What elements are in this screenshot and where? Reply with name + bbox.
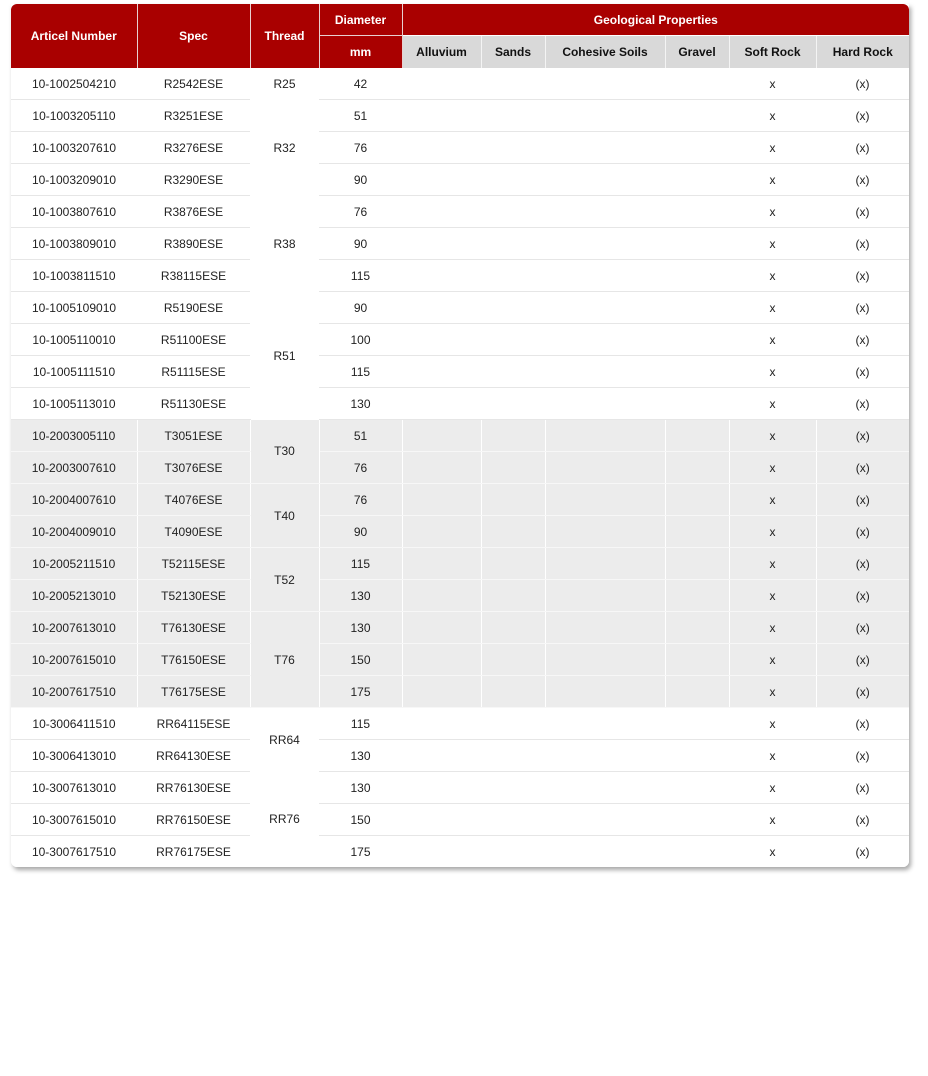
cell-diameter: 90 [319,516,402,548]
cell-sands [481,356,545,388]
cell-thread: RR64 [250,708,319,772]
cell-gravel [665,420,729,452]
cell-soft-rock: x [729,644,816,676]
cell-soft-rock: x [729,580,816,612]
cell-article-number: 10-1002504210 [11,68,137,100]
cell-spec: T4076ESE [137,484,250,516]
cell-diameter: 130 [319,740,402,772]
cell-article-number: 10-1005111510 [11,356,137,388]
cell-article-number: 10-3006411510 [11,708,137,740]
header-soft-rock: Soft Rock [729,36,816,69]
cell-hard-rock: (x) [816,420,909,452]
cell-sands [481,324,545,356]
header-diameter: Diameter [319,4,402,36]
cell-spec: R3876ESE [137,196,250,228]
table-row [11,228,909,260]
cell-alluvium [402,836,481,868]
cell-hard-rock: (x) [816,356,909,388]
cell-cohesive-soils [545,100,665,132]
cell-hard-rock: (x) [816,388,909,420]
table-row [11,740,909,772]
cell-article-number: 10-3007615010 [11,804,137,836]
cell-sands [481,164,545,196]
cell-diameter: 51 [319,420,402,452]
cell-spec: T4090ESE [137,516,250,548]
table-row [11,388,909,420]
cell-sands [481,772,545,804]
cell-soft-rock: x [729,388,816,420]
product-table [11,4,909,867]
cell-alluvium [402,68,481,100]
cell-soft-rock: x [729,228,816,260]
header-cohesive-soils: Cohesive Soils [545,36,665,69]
cell-soft-rock: x [729,164,816,196]
cell-diameter: 76 [319,452,402,484]
cell-diameter: 115 [319,356,402,388]
cell-diameter: 76 [319,484,402,516]
table-row [11,452,909,484]
cell-article-number: 10-2005211510 [11,548,137,580]
cell-article-number: 10-1003205110 [11,100,137,132]
cell-cohesive-soils [545,292,665,324]
cell-diameter: 42 [319,68,402,100]
cell-diameter: 90 [319,292,402,324]
cell-soft-rock: x [729,196,816,228]
cell-cohesive-soils [545,68,665,100]
cell-cohesive-soils [545,388,665,420]
cell-diameter: 175 [319,676,402,708]
product-table-container [11,4,909,867]
cell-cohesive-soils [545,516,665,548]
cell-cohesive-soils [545,612,665,644]
header-sands: Sands [481,36,545,69]
cell-diameter: 115 [319,548,402,580]
cell-cohesive-soils [545,772,665,804]
cell-gravel [665,644,729,676]
cell-alluvium [402,772,481,804]
cell-gravel [665,676,729,708]
cell-hard-rock: (x) [816,324,909,356]
cell-soft-rock: x [729,676,816,708]
cell-hard-rock: (x) [816,260,909,292]
table-row [11,420,909,452]
cell-hard-rock: (x) [816,196,909,228]
cell-article-number: 10-1003809010 [11,228,137,260]
cell-thread: T30 [250,420,319,484]
cell-thread: R51 [250,292,319,420]
cell-soft-rock: x [729,260,816,292]
cell-article-number: 10-3007613010 [11,772,137,804]
table-row [11,612,909,644]
cell-hard-rock: (x) [816,676,909,708]
cell-alluvium [402,708,481,740]
cell-soft-rock: x [729,292,816,324]
cell-soft-rock: x [729,612,816,644]
cell-sands [481,228,545,260]
cell-cohesive-soils [545,164,665,196]
cell-hard-rock: (x) [816,452,909,484]
cell-alluvium [402,132,481,164]
cell-spec: R3251ESE [137,100,250,132]
header-alluvium: Alluvium [402,36,481,69]
cell-soft-rock: x [729,548,816,580]
table-row [11,292,909,324]
cell-spec: RR76150ESE [137,804,250,836]
table-row [11,772,909,804]
cell-gravel [665,452,729,484]
cell-sands [481,484,545,516]
cell-article-number: 10-1003209010 [11,164,137,196]
header-diameter-unit: mm [319,36,402,69]
cell-sands [481,292,545,324]
cell-alluvium [402,612,481,644]
cell-soft-rock: x [729,420,816,452]
cell-article-number: 10-2004009010 [11,516,137,548]
cell-cohesive-soils [545,708,665,740]
cell-spec: T76130ESE [137,612,250,644]
cell-hard-rock: (x) [816,484,909,516]
cell-sands [481,836,545,868]
cell-spec: T52130ESE [137,580,250,612]
cell-cohesive-soils [545,260,665,292]
table-row [11,804,909,836]
cell-gravel [665,804,729,836]
cell-hard-rock: (x) [816,708,909,740]
cell-article-number: 10-1003807610 [11,196,137,228]
cell-gravel [665,740,729,772]
table-header [11,4,909,68]
table-row [11,324,909,356]
cell-soft-rock: x [729,68,816,100]
cell-article-number: 10-2003005110 [11,420,137,452]
cell-alluvium [402,100,481,132]
table-row [11,196,909,228]
cell-gravel [665,516,729,548]
cell-article-number: 10-3007617510 [11,836,137,868]
table-row [11,132,909,164]
cell-gravel [665,228,729,260]
cell-diameter: 100 [319,324,402,356]
cell-diameter: 76 [319,132,402,164]
cell-gravel [665,324,729,356]
cell-alluvium [402,196,481,228]
cell-soft-rock: x [729,516,816,548]
cell-article-number: 10-2007615010 [11,644,137,676]
cell-alluvium [402,676,481,708]
cell-sands [481,388,545,420]
cell-article-number: 10-2007613010 [11,612,137,644]
cell-spec: R5190ESE [137,292,250,324]
cell-sands [481,708,545,740]
cell-alluvium [402,740,481,772]
cell-gravel [665,260,729,292]
cell-soft-rock: x [729,836,816,868]
cell-cohesive-soils [545,420,665,452]
cell-hard-rock: (x) [816,548,909,580]
cell-cohesive-soils [545,676,665,708]
cell-sands [481,452,545,484]
cell-gravel [665,612,729,644]
cell-spec: T3076ESE [137,452,250,484]
cell-spec: T76175ESE [137,676,250,708]
cell-thread: RR76 [250,772,319,868]
cell-gravel [665,388,729,420]
cell-spec: R3890ESE [137,228,250,260]
cell-diameter: 90 [319,164,402,196]
cell-sands [481,516,545,548]
cell-article-number: 10-2007617510 [11,676,137,708]
cell-diameter: 51 [319,100,402,132]
cell-gravel [665,548,729,580]
cell-alluvium [402,228,481,260]
table-row [11,548,909,580]
cell-alluvium [402,260,481,292]
cell-spec: R3276ESE [137,132,250,164]
cell-hard-rock: (x) [816,516,909,548]
header-gravel: Gravel [665,36,729,69]
cell-article-number: 10-1005109010 [11,292,137,324]
cell-diameter: 130 [319,388,402,420]
cell-thread: T52 [250,548,319,612]
cell-article-number: 10-1003811510 [11,260,137,292]
table-row [11,68,909,100]
cell-gravel [665,484,729,516]
cell-sands [481,420,545,452]
cell-alluvium [402,484,481,516]
cell-article-number: 10-1003207610 [11,132,137,164]
cell-alluvium [402,164,481,196]
cell-gravel [665,292,729,324]
cell-diameter: 76 [319,196,402,228]
cell-alluvium [402,292,481,324]
cell-soft-rock: x [729,324,816,356]
cell-gravel [665,196,729,228]
cell-cohesive-soils [545,804,665,836]
cell-alluvium [402,580,481,612]
cell-cohesive-soils [545,324,665,356]
cell-sands [481,580,545,612]
cell-sands [481,100,545,132]
cell-spec: R38115ESE [137,260,250,292]
cell-thread: T76 [250,612,319,708]
cell-diameter: 150 [319,644,402,676]
table-row [11,356,909,388]
cell-thread: R32 [250,100,319,196]
cell-soft-rock: x [729,740,816,772]
cell-spec: R51100ESE [137,324,250,356]
cell-alluvium [402,804,481,836]
cell-alluvium [402,324,481,356]
table-row [11,580,909,612]
cell-spec: RR76175ESE [137,836,250,868]
cell-diameter: 130 [319,612,402,644]
cell-hard-rock: (x) [816,100,909,132]
cell-hard-rock: (x) [816,836,909,868]
table-row [11,836,909,868]
cell-cohesive-soils [545,580,665,612]
cell-spec: T76150ESE [137,644,250,676]
cell-spec: RR64115ESE [137,708,250,740]
table-row [11,516,909,548]
cell-sands [481,260,545,292]
cell-soft-rock: x [729,772,816,804]
cell-alluvium [402,420,481,452]
cell-thread: R38 [250,196,319,292]
table-row [11,708,909,740]
cell-cohesive-soils [545,452,665,484]
cell-article-number: 10-2003007610 [11,452,137,484]
cell-gravel [665,580,729,612]
cell-diameter: 130 [319,580,402,612]
cell-hard-rock: (x) [816,804,909,836]
cell-cohesive-soils [545,836,665,868]
cell-cohesive-soils [545,484,665,516]
cell-sands [481,68,545,100]
header-geological-properties: Geological Properties [402,4,909,36]
cell-spec: R51115ESE [137,356,250,388]
cell-alluvium [402,644,481,676]
cell-gravel [665,100,729,132]
header-thread: Thread [250,4,319,68]
cell-cohesive-soils [545,548,665,580]
cell-cohesive-soils [545,196,665,228]
cell-sands [481,644,545,676]
cell-article-number: 10-3006413010 [11,740,137,772]
cell-cohesive-soils [545,228,665,260]
table-row [11,100,909,132]
cell-sands [481,132,545,164]
cell-spec: T3051ESE [137,420,250,452]
cell-gravel [665,164,729,196]
cell-cohesive-soils [545,740,665,772]
cell-alluvium [402,356,481,388]
cell-gravel [665,132,729,164]
cell-sands [481,804,545,836]
cell-sands [481,740,545,772]
table-row [11,484,909,516]
cell-alluvium [402,516,481,548]
cell-cohesive-soils [545,644,665,676]
header-spec: Spec [137,4,250,68]
cell-diameter: 130 [319,772,402,804]
cell-hard-rock: (x) [816,68,909,100]
cell-sands [481,612,545,644]
table-row [11,676,909,708]
cell-article-number: 10-1005113010 [11,388,137,420]
cell-alluvium [402,548,481,580]
cell-spec: RR76130ESE [137,772,250,804]
cell-cohesive-soils [545,132,665,164]
cell-hard-rock: (x) [816,164,909,196]
cell-hard-rock: (x) [816,612,909,644]
cell-diameter: 175 [319,836,402,868]
cell-gravel [665,68,729,100]
table-row [11,164,909,196]
cell-diameter: 115 [319,260,402,292]
cell-soft-rock: x [729,708,816,740]
table-row [11,260,909,292]
cell-soft-rock: x [729,100,816,132]
header-hard-rock: Hard Rock [816,36,909,69]
cell-hard-rock: (x) [816,132,909,164]
cell-spec: RR64130ESE [137,740,250,772]
cell-diameter: 115 [319,708,402,740]
cell-article-number: 10-2004007610 [11,484,137,516]
cell-soft-rock: x [729,484,816,516]
cell-hard-rock: (x) [816,292,909,324]
cell-hard-rock: (x) [816,228,909,260]
cell-spec: T52115ESE [137,548,250,580]
cell-hard-rock: (x) [816,740,909,772]
cell-alluvium [402,452,481,484]
cell-diameter: 90 [319,228,402,260]
cell-soft-rock: x [729,452,816,484]
cell-spec: R3290ESE [137,164,250,196]
cell-sands [481,196,545,228]
table-row [11,644,909,676]
cell-spec: R51130ESE [137,388,250,420]
cell-gravel [665,356,729,388]
cell-article-number: 10-1005110010 [11,324,137,356]
cell-soft-rock: x [729,132,816,164]
cell-hard-rock: (x) [816,772,909,804]
cell-gravel [665,708,729,740]
cell-gravel [665,772,729,804]
cell-sands [481,548,545,580]
cell-sands [481,676,545,708]
cell-soft-rock: x [729,356,816,388]
cell-gravel [665,836,729,868]
cell-spec: R2542ESE [137,68,250,100]
cell-hard-rock: (x) [816,580,909,612]
cell-cohesive-soils [545,356,665,388]
cell-thread: R25 [250,68,319,100]
cell-diameter: 150 [319,804,402,836]
cell-article-number: 10-2005213010 [11,580,137,612]
cell-alluvium [402,388,481,420]
cell-hard-rock: (x) [816,644,909,676]
table-body [11,68,909,867]
cell-thread: T40 [250,484,319,548]
header-article-number: Articel Number [11,4,137,68]
cell-soft-rock: x [729,804,816,836]
